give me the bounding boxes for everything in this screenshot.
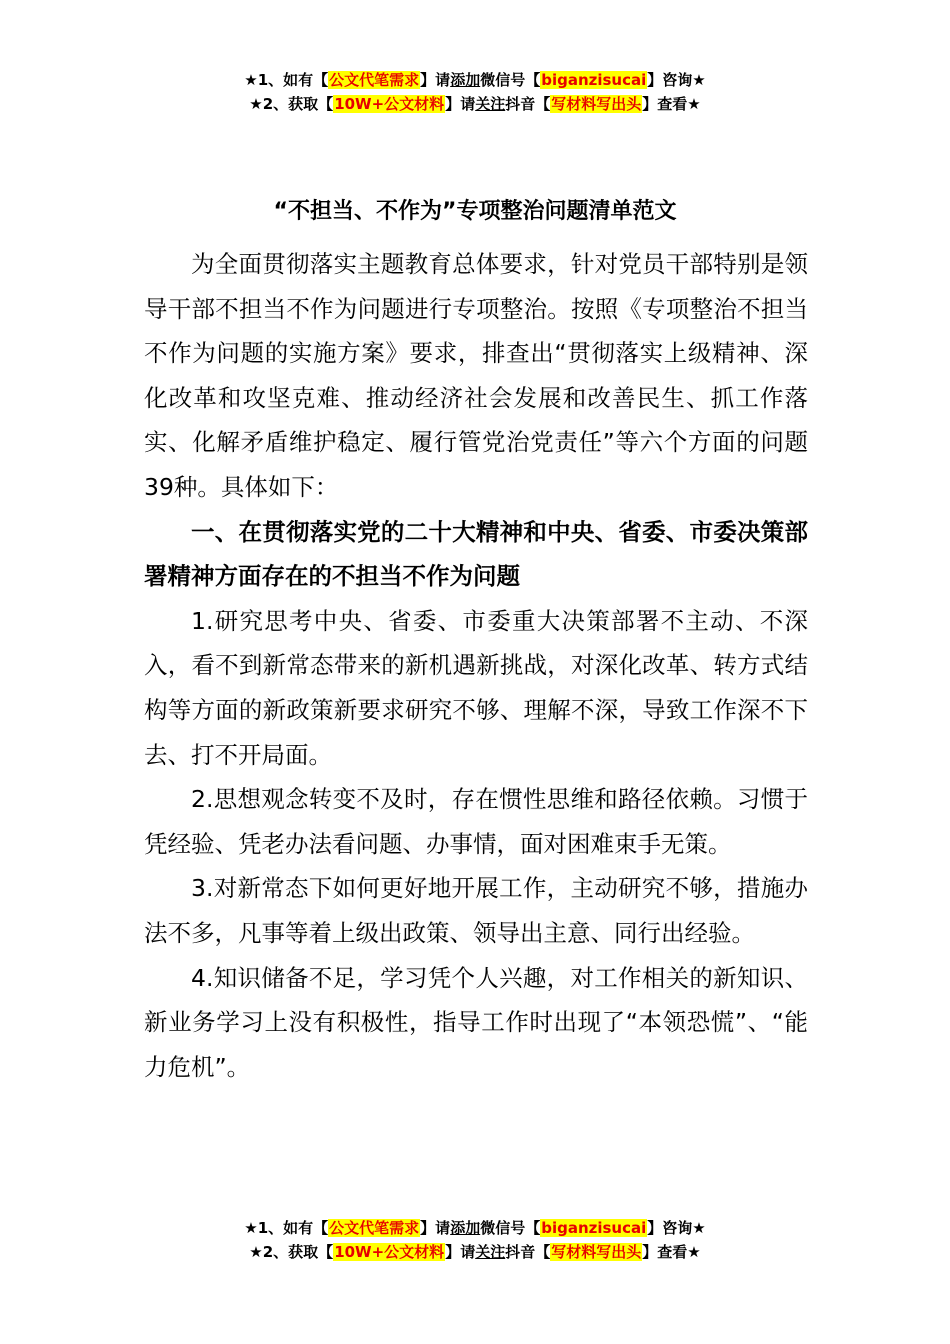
banner-highlight: biganzisucai: [541, 71, 647, 89]
banner-underline: 关注: [475, 95, 506, 113]
banner-underline: 添加: [450, 71, 481, 89]
banner-line-1: [0, 68, 950, 92]
banner-highlight: 写材料写出头: [551, 95, 642, 113]
banner-text: ★1、如有【: [244, 71, 329, 89]
banner-highlight: 写材料写出头: [551, 1243, 642, 1261]
header-banner: [0, 68, 950, 116]
banner-text: 微信号【: [480, 1219, 541, 1237]
banner-highlight: 公文代笔需求: [329, 1219, 420, 1237]
banner-text: 抖音【: [505, 1243, 551, 1261]
banner-highlight: 10W+公文材料: [334, 95, 445, 113]
banner-line-2: [0, 92, 950, 116]
banner-underline: 添加: [450, 1219, 481, 1237]
banner-text: 】咨询★: [647, 71, 706, 89]
banner-highlight: biganzisucai: [541, 1219, 647, 1237]
banner-text: 微信号【: [480, 71, 541, 89]
section-heading: 一、在贯彻落实党的二十大精神和中央、省委、市委决策部署精神方面存在的不担当不作为问题: [144, 517, 808, 591]
banner-text: 】咨询★: [647, 1219, 706, 1237]
banner-text: 】请: [445, 1243, 476, 1261]
document-title: “不担当、不作为”专项整治问题清单范文: [273, 199, 677, 224]
banner-line-2: [0, 1240, 950, 1264]
banner-text: ★2、获取【: [249, 1243, 334, 1261]
intro-paragraph: 为全面贯彻落实主题教育总体要求，针对党员干部特别是领导干部不担当不作为问题进行专项整治。按照《专项整治不担当不作为问题的实施方案》要求，排查出“贯彻落实上级精神、深化改革和攻坚克难、推动经济社会发展和改善民生、抓工作落实、化解矛盾维护稳定、履行管党治党责任”等六个方面的问题39种。具体如下：: [144, 250, 808, 501]
banner-highlight: 10W+公文材料: [334, 1243, 445, 1261]
banner-text: ★2、获取【: [249, 95, 334, 113]
banner-text: 】请: [445, 95, 476, 113]
banner-text: ★1、如有【: [244, 1219, 329, 1237]
footer-banner: [0, 1216, 950, 1264]
banner-text: 】请: [420, 71, 451, 89]
banner-line-1: [0, 1216, 950, 1240]
document-body: [144, 242, 808, 1089]
banner-text: 】请: [420, 1219, 451, 1237]
banner-highlight: 公文代笔需求: [329, 71, 420, 89]
list-item: 1.研究思考中央、省委、市委重大决策部署不主动、不深入，看不到新常态带来的新机遇新挑战，对深化改革、转方式结构等方面的新政策新要求研究不够、理解不深，导致工作深不下去、打不开局面。: [144, 606, 808, 769]
banner-text: 】查看★: [642, 95, 701, 113]
list-item: 2.思想观念转变不及时，存在惯性思维和路径依赖。习惯于凭经验、凭老办法看问题、办事情，面对困难束手无策。: [144, 785, 808, 858]
list-item: 4.知识储备不足，学习凭个人兴趣，对工作相关的新知识、新业务学习上没有积极性，指导工作时出现了“本领恐慌”、“能力危机”。: [144, 963, 808, 1081]
banner-text: 抖音【: [505, 95, 551, 113]
banner-text: 】查看★: [642, 1243, 701, 1261]
list-item: 3.对新常态下如何更好地开展工作，主动研究不够，措施办法不多，凡事等着上级出政策、领导出主意、同行出经验。: [144, 874, 808, 947]
banner-underline: 关注: [475, 1243, 506, 1261]
